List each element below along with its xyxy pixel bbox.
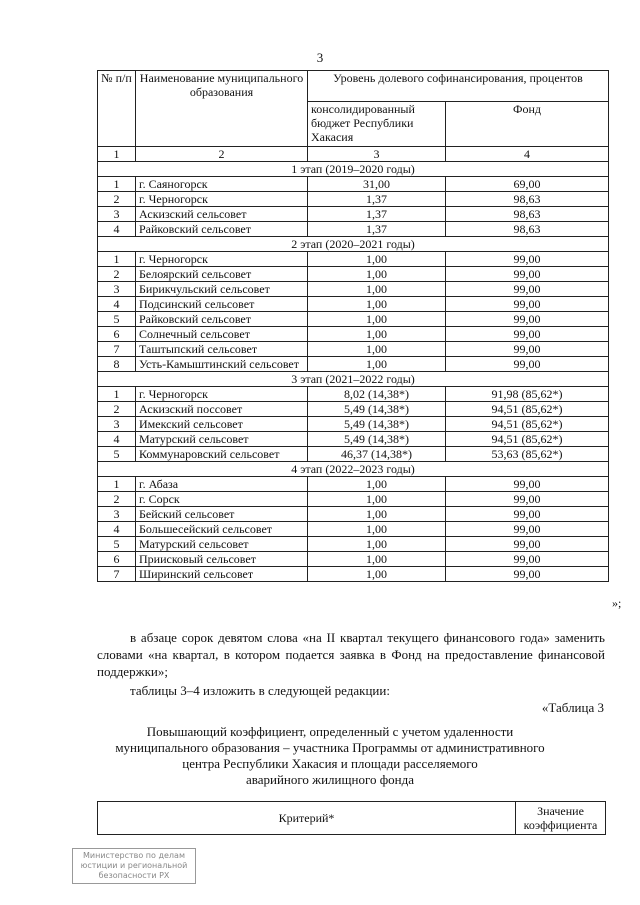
fund-share: 94,51 (85,62*): [446, 402, 609, 417]
table-row: [98, 387, 609, 402]
municipality-name: Имекский сельсовет: [136, 417, 308, 432]
row-number: 3: [98, 207, 136, 222]
table-row: [98, 402, 609, 417]
fund-share: 98,63: [446, 207, 609, 222]
fund-share: 99,00: [446, 327, 609, 342]
fund-share: 99,00: [446, 492, 609, 507]
header-num: № п/п: [98, 71, 136, 147]
municipality-name: Ширинский сельсовет: [136, 567, 308, 582]
stage-title: 3 этап (2021–2022 годы): [98, 372, 609, 387]
col-number: 2: [136, 147, 308, 162]
municipality-name: Райковский сельсовет: [136, 312, 308, 327]
table-row: [98, 537, 609, 552]
table-row: [98, 417, 609, 432]
row-number: 4: [98, 522, 136, 537]
closing-quote-mark: »;: [612, 596, 622, 610]
row-number: 3: [98, 507, 136, 522]
row-number: 1: [98, 387, 136, 402]
budget-share: 31,00: [308, 177, 446, 192]
table-row: [98, 507, 609, 522]
budget-share: 1,00: [308, 567, 446, 582]
municipality-name: Аскизский поссовет: [136, 402, 308, 417]
budget-share: 1,00: [308, 522, 446, 537]
row-number: 3: [98, 282, 136, 297]
table-row: [98, 327, 609, 342]
row-number: 1: [98, 252, 136, 267]
municipality-name: Солнечный сельсовет: [136, 327, 308, 342]
budget-share: 1,00: [308, 477, 446, 492]
header-coefficient: Значение коэффициента: [516, 802, 606, 835]
header-criterion: Критерий*: [98, 802, 516, 835]
budget-share: 1,00: [308, 507, 446, 522]
fund-share: 53,63 (85,62*): [446, 447, 609, 462]
budget-share: 8,02 (14,38*): [308, 387, 446, 402]
table-row: [98, 267, 609, 282]
col-number: 3: [308, 147, 446, 162]
table-row: [98, 342, 609, 357]
row-number: 7: [98, 342, 136, 357]
row-number: 1: [98, 177, 136, 192]
row-number: 4: [98, 297, 136, 312]
fund-share: 98,63: [446, 192, 609, 207]
budget-share: 5,49 (14,38*): [308, 432, 446, 447]
table-row: [98, 522, 609, 537]
heading-line: аварийного жилищного фонда: [245, 772, 414, 787]
budget-share: 1,37: [308, 222, 446, 237]
row-number: 4: [98, 222, 136, 237]
header-budget: консолидированный бюджет Республики Хакасия: [308, 102, 446, 147]
fund-share: 99,00: [446, 282, 609, 297]
municipality-name: Матурский сельсовет: [136, 537, 308, 552]
municipality-name: г. Черногорск: [136, 252, 308, 267]
fund-share: 99,00: [446, 507, 609, 522]
col-number: 4: [446, 147, 609, 162]
municipality-name: Бирикчульский сельсовет: [136, 282, 308, 297]
fund-share: 69,00: [446, 177, 609, 192]
table-row: [98, 357, 609, 372]
table-row: [98, 177, 609, 192]
budget-share: 1,37: [308, 207, 446, 222]
row-number: 5: [98, 447, 136, 462]
row-number: 5: [98, 537, 136, 552]
budget-share: 1,00: [308, 267, 446, 282]
header-fund: Фонд: [446, 102, 609, 147]
heading-line: центра Республики Хакасия и площади расселяемого: [182, 756, 478, 771]
page-number: 3: [316, 50, 324, 65]
budget-share: 5,49 (14,38*): [308, 402, 446, 417]
table-row: [98, 477, 609, 492]
table3-heading: [80, 724, 580, 788]
budget-share: 1,00: [308, 252, 446, 267]
municipality-name: Бейский сельсовет: [136, 507, 308, 522]
table-row: [98, 447, 609, 462]
table-label: «Таблица 3: [541, 700, 604, 715]
municipality-name: Коммунаровский сельсовет: [136, 447, 308, 462]
table-row: [98, 297, 609, 312]
municipality-name: Приисковый сельсовет: [136, 552, 308, 567]
fund-share: 99,00: [446, 252, 609, 267]
budget-share: 1,00: [308, 312, 446, 327]
municipality-name: г. Сорск: [136, 492, 308, 507]
municipality-name: Подсинский сельсовет: [136, 297, 308, 312]
fund-share: 99,00: [446, 522, 609, 537]
row-number: 8: [98, 357, 136, 372]
heading-line: Повышающий коэффициент, определенный с учетом удаленности: [146, 724, 514, 739]
table-row: [98, 252, 609, 267]
row-number: 5: [98, 312, 136, 327]
col-number: 1: [98, 147, 136, 162]
fund-share: 98,63: [446, 222, 609, 237]
budget-share: 1,00: [308, 537, 446, 552]
fund-share: 99,00: [446, 567, 609, 582]
table-row: [98, 222, 609, 237]
budget-share: 1,00: [308, 342, 446, 357]
row-number: 4: [98, 432, 136, 447]
stamp-line: юстиции и региональной: [80, 861, 188, 870]
stage-title: 2 этап (2020–2021 годы): [98, 237, 609, 252]
heading-line: муниципального образования – участника Программы от административного: [115, 740, 545, 755]
budget-share: 1,37: [308, 192, 446, 207]
municipality-name: Усть-Камыштинский сельсовет: [136, 357, 308, 372]
municipality-name: г. Черногорск: [136, 192, 308, 207]
row-number: 2: [98, 402, 136, 417]
fund-share: 94,51 (85,62*): [446, 417, 609, 432]
table-row: [98, 207, 609, 222]
fund-share: 99,00: [446, 267, 609, 282]
fund-share: 91,98 (85,62*): [446, 387, 609, 402]
table-row: [98, 432, 609, 447]
municipality-name: Большесейский сельсовет: [136, 522, 308, 537]
budget-share: 46,37 (14,38*): [308, 447, 446, 462]
fund-share: 99,00: [446, 312, 609, 327]
table-row: [98, 552, 609, 567]
table-row: [98, 282, 609, 297]
table-row: [98, 312, 609, 327]
stage-title: 4 этап (2022–2023 годы): [98, 462, 609, 477]
budget-share: 1,00: [308, 492, 446, 507]
municipality-name: г. Черногорск: [136, 387, 308, 402]
table-row: [98, 492, 609, 507]
budget-share: 1,00: [308, 297, 446, 312]
row-number: 1: [98, 477, 136, 492]
coefficient-table: [97, 801, 606, 835]
fund-share: 99,00: [446, 342, 609, 357]
cofinancing-table: [97, 70, 609, 582]
fund-share: 99,00: [446, 537, 609, 552]
tables-instruction: таблицы 3–4 изложить в следующей редакции:: [130, 683, 390, 698]
row-number: 2: [98, 492, 136, 507]
budget-share: 1,00: [308, 327, 446, 342]
fund-share: 99,00: [446, 297, 609, 312]
row-number: 6: [98, 327, 136, 342]
municipality-name: г. Саяногорск: [136, 177, 308, 192]
fund-share: 94,51 (85,62*): [446, 432, 609, 447]
municipality-name: г. Абаза: [136, 477, 308, 492]
row-number: 2: [98, 267, 136, 282]
fund-share: 99,00: [446, 357, 609, 372]
registration-stamp: [72, 848, 196, 884]
municipality-name: Матурский сельсовет: [136, 432, 308, 447]
stamp-line: Министерство по делам: [83, 851, 185, 860]
row-number: 2: [98, 192, 136, 207]
budget-share: 1,00: [308, 282, 446, 297]
fund-share: 99,00: [446, 552, 609, 567]
municipality-name: Таштыпский сельсовет: [136, 342, 308, 357]
municipality-name: Белоярский сельсовет: [136, 267, 308, 282]
table-row: [98, 567, 609, 582]
budget-share: 5,49 (14,38*): [308, 417, 446, 432]
row-number: 7: [98, 567, 136, 582]
stamp-line: безопасности РХ: [98, 871, 170, 880]
row-number: 3: [98, 417, 136, 432]
header-level: Уровень долевого софинансирования, процентов: [308, 71, 609, 102]
amendment-paragraph: в абзаце сорок девятом слова «на II квартал текущего финансового года» заменить словами «на квартал, в котором подается заявка в Фонд на предоставление финансовой поддержки»;: [97, 630, 605, 679]
table-row: [98, 192, 609, 207]
stage-title: 1 этап (2019–2020 годы): [98, 162, 609, 177]
budget-share: 1,00: [308, 552, 446, 567]
fund-share: 99,00: [446, 477, 609, 492]
row-number: 6: [98, 552, 136, 567]
municipality-name: Аскизский сельсовет: [136, 207, 308, 222]
header-name: Наименование муниципального образования: [136, 71, 308, 147]
municipality-name: Райковский сельсовет: [136, 222, 308, 237]
budget-share: 1,00: [308, 357, 446, 372]
